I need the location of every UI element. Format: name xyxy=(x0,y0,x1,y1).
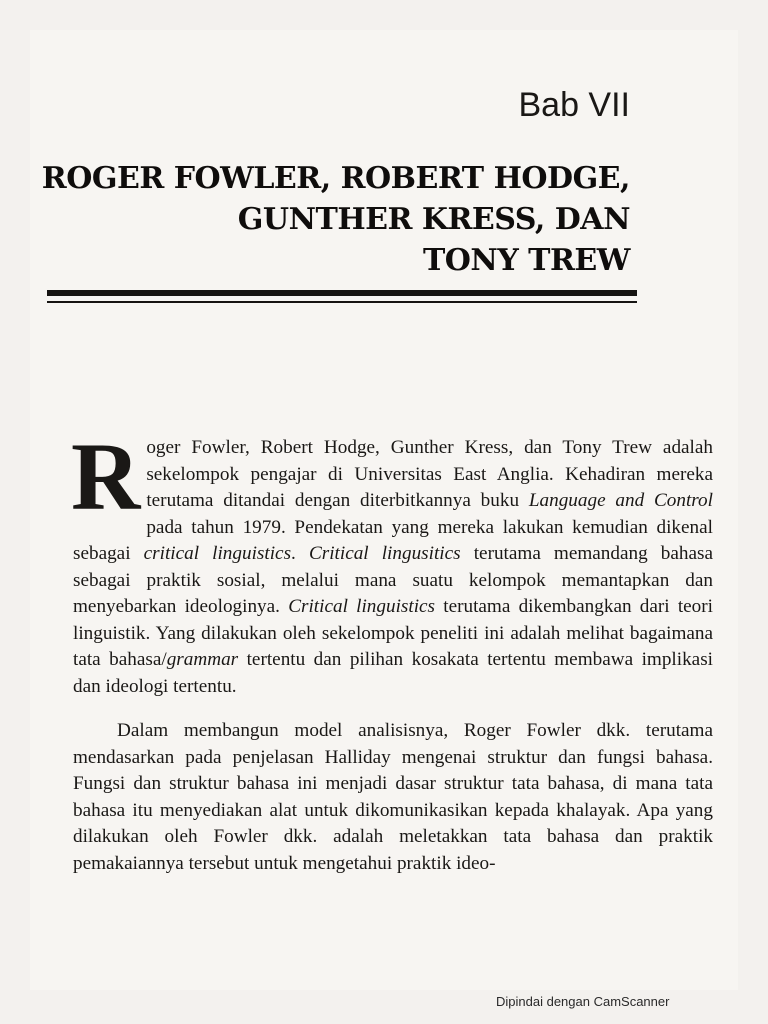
paragraph-1: Roger Fowler, Robert Hodge, Gunther Kress, dan Tony Trew adalah sekelompok pengajar di Universitas East Anglia. Kehadiran mereka terutama ditandai dengan diterbitkannya buku Language and Control pada tahun 1979. Pendekatan yang mereka lakukan kemudian dikenal sebagai critical linguistics. Critical lingusitics terutama memandang bahasa sebagai praktik sosial, melalui mana suatu kelompok memantapkan dan menyebarkan ideologinya. Critical linguistics terutama dikembangkan dari teori linguistik. Yang dilakukan oleh sekelompok peneliti ini adalah melihat bagaimana tata bahasa/grammar tertentu dan pilihan kosakata tertentu membawa implikasi dan ideologi tertentu. xyxy=(71,423,713,697)
chapter-number: Bab VII xyxy=(518,86,630,124)
drop-cap: R xyxy=(71,423,141,530)
paragraph-2: Dalam membangun model analisisnya, Roger Fowler dkk. terutama mendasarkan pada penjelasan Halliday mengenai struktur dan fungsi bahasa. Fungsi dan struktur bahasa ini menjadi dasar struktur tata bahasa, di mana tata bahasa itu menyediakan alat untuk dikomunikasikan kepada khalayak. Apa yang dilakukan oleh Fowler dkk. adalah meletakkan tata bahasa dan praktik pemakaiannya tersebut untuk mengetahui praktik ideo- xyxy=(73,720,713,874)
chapter-title xyxy=(30,158,630,281)
book-title: Language and Control xyxy=(528,490,713,511)
term-critical-linguistics-2: Critical linguistics xyxy=(288,596,436,617)
title-rule-thick xyxy=(47,290,637,296)
scanner-watermark: Dipindai dengan CamScanner xyxy=(496,994,670,1009)
title-rule-thin xyxy=(47,301,637,303)
title-line-2: GUNTHER KRESS, DAN xyxy=(237,202,630,237)
body-text xyxy=(71,423,713,877)
term-critical-lingusitics: Critical lingusitics xyxy=(308,543,461,564)
title-line-3: TONY TREW xyxy=(422,243,630,278)
term-grammar: grammar xyxy=(166,649,239,670)
book-page xyxy=(30,30,738,990)
term-critical-linguistics: critical linguistics xyxy=(143,543,292,564)
title-line-1: ROGER FOWLER, ROBERT HODGE, xyxy=(41,161,630,196)
